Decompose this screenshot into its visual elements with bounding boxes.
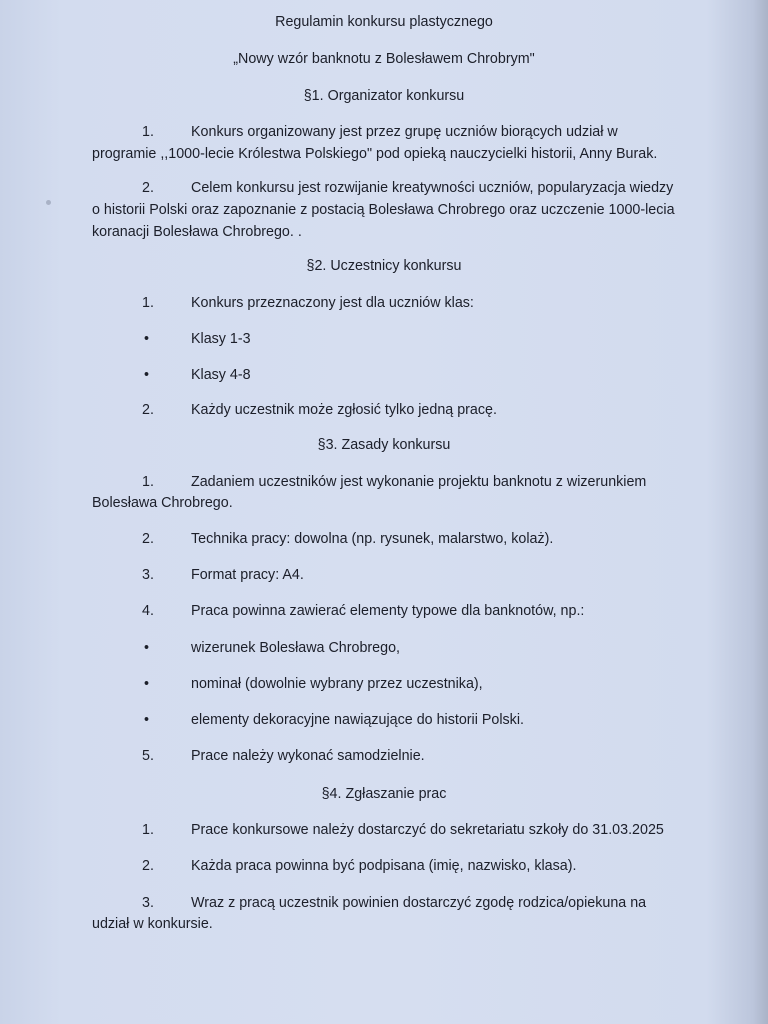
item-marker: 3. xyxy=(142,895,154,911)
item-text: koranacji Bolesława Chrobrego. . xyxy=(92,224,302,240)
item-text: Praca powinna zawierać elementy typowe dla banknotów, np.: xyxy=(191,603,585,619)
document-title: Regulamin konkursu plastycznego xyxy=(275,14,493,30)
item-text: udział w konkursie. xyxy=(92,916,213,932)
section-heading-3: §3. Zasady konkursu xyxy=(317,437,451,453)
item-text: Każda praca powinna być podpisana (imię, nazwisko, klasa). xyxy=(191,858,577,874)
item-marker: 5. xyxy=(142,748,154,764)
bullet-marker: • xyxy=(144,676,150,692)
item-text: wizerunek Bolesława Chrobrego, xyxy=(191,640,401,656)
bullet-marker: • xyxy=(144,712,150,728)
section-heading-1: §1. Organizator konkursu xyxy=(303,88,465,104)
item-text: Wraz z pracą uczestnik powinien dostarczyć zgodę rodzica/opiekuna na xyxy=(191,895,647,911)
item-text: Każdy uczestnik może zgłosić tylko jedną pracę. xyxy=(191,402,497,418)
item-marker: 2. xyxy=(142,402,154,418)
item-marker: 1. xyxy=(142,295,154,311)
item-marker: 1. xyxy=(142,822,154,838)
item-text: Konkurs organizowany jest przez grupę uczniów biorących udział w xyxy=(191,124,618,140)
item-marker: 2. xyxy=(142,858,154,874)
item-marker: 1. xyxy=(142,474,154,490)
item-marker: 2. xyxy=(142,180,154,196)
bullet-marker: • xyxy=(144,367,150,383)
item-text: Format pracy: A4. xyxy=(191,567,304,583)
item-text: Konkurs przeznaczony jest dla uczniów klas: xyxy=(191,295,474,311)
paper-blemish xyxy=(46,200,51,205)
item-marker: 3. xyxy=(142,567,154,583)
item-text: Technika pracy: dowolna (np. rysunek, malarstwo, kolaż). xyxy=(191,531,554,547)
bullet-marker: • xyxy=(144,640,150,656)
item-text: Prace należy wykonać samodzielnie. xyxy=(191,748,425,764)
bullet-marker: • xyxy=(144,331,150,347)
item-text: Bolesława Chrobrego. xyxy=(92,495,233,511)
item-marker: 4. xyxy=(142,603,154,619)
item-text: Klasy 4-8 xyxy=(191,367,251,383)
item-text: Klasy 1-3 xyxy=(191,331,251,347)
item-text: o historii Polski oraz zapoznanie z postacią Bolesława Chrobrego oraz uczczenie 1000-lecia xyxy=(92,202,675,218)
document-subtitle: „Nowy wzór banknotu z Bolesławem Chrobrym" xyxy=(233,51,535,67)
section-heading-4: §4. Zgłaszanie prac xyxy=(321,786,447,802)
item-text: Celem konkursu jest rozwijanie kreatywności uczniów, popularyzacja wiedzy xyxy=(191,180,674,196)
item-marker: 1. xyxy=(142,124,154,140)
item-text: Zadaniem uczestników jest wykonanie projektu banknotu z wizerunkiem xyxy=(191,474,647,490)
item-text: elementy dekoracyjne nawiązujące do historii Polski. xyxy=(191,712,524,728)
section-heading-2: §2. Uczestnicy konkursu xyxy=(306,258,462,274)
item-marker: 2. xyxy=(142,531,154,547)
item-text: Prace konkursowe należy dostarczyć do sekretariatu szkoły do 31.03.2025 xyxy=(191,822,664,838)
item-text: nominał (dowolnie wybrany przez uczestnika), xyxy=(191,676,483,692)
item-text: programie ,,1000-lecie Królestwa Polskiego" pod opieką nauczycielki historii, Anny Burak. xyxy=(92,146,658,162)
